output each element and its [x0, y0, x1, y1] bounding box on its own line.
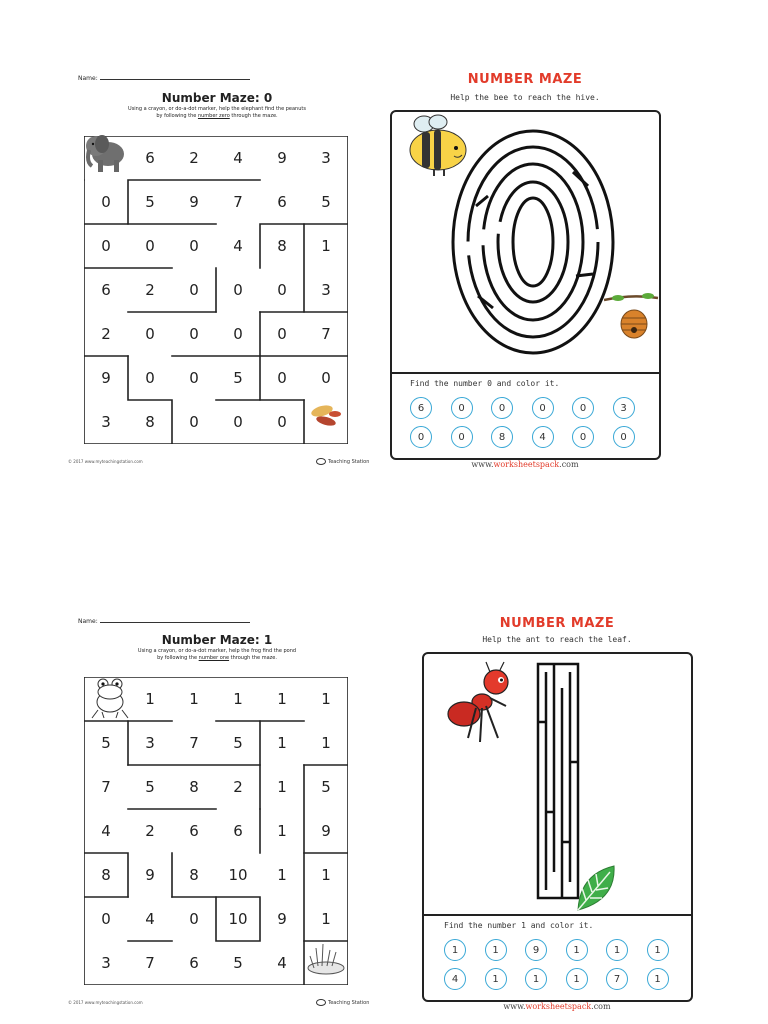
number-circle[interactable]: 0 [613, 426, 635, 448]
maze-cell[interactable]: 2 [189, 149, 199, 167]
number-circle[interactable]: 1 [444, 939, 466, 961]
maze-cell[interactable]: 8 [101, 866, 111, 884]
maze-cell[interactable]: 0 [189, 325, 199, 343]
maze-cell[interactable]: 6 [277, 193, 287, 211]
number-circle[interactable]: 1 [606, 939, 628, 961]
number-circle[interactable]: 1 [647, 939, 669, 961]
maze-cell[interactable]: 8 [189, 778, 199, 796]
website-url: www.worksheetspack.com [471, 460, 579, 469]
maze-cell[interactable]: 3 [101, 954, 111, 972]
maze-cell[interactable]: 1 [321, 734, 331, 752]
name-label: Name: [78, 618, 98, 625]
brand-logo: Teaching Station [316, 999, 369, 1006]
panel-subtitle: Help the ant to reach the leaf. [482, 635, 632, 644]
maze-cell[interactable]: 0 [277, 413, 287, 431]
copyright-text: © 2017 www.myteachingstation.com [68, 1000, 143, 1005]
number-circle[interactable]: 6 [410, 397, 432, 419]
maze-cell[interactable]: 8 [145, 413, 155, 431]
maze-cell[interactable]: 7 [145, 954, 155, 972]
number-circle[interactable]: 0 [532, 397, 554, 419]
maze-instructions [84, 106, 350, 120]
find-instruction: Find the number 0 and color it. [410, 379, 560, 388]
name-field[interactable] [78, 618, 250, 625]
maze-cell[interactable]: 3 [101, 413, 111, 431]
maze-cell[interactable]: 1 [189, 690, 199, 708]
maze-cell[interactable]: 9 [101, 369, 111, 387]
number-circle[interactable]: 1 [647, 968, 669, 990]
maze-cell[interactable]: 2 [101, 325, 111, 343]
maze-cell[interactable]: 4 [101, 822, 111, 840]
maze-cell[interactable]: 4 [233, 237, 243, 255]
maze-grid [84, 136, 348, 444]
number-circle[interactable]: 7 [606, 968, 628, 990]
panel-divider [392, 372, 659, 374]
maze-cell[interactable]: 9 [277, 149, 287, 167]
maze-cell[interactable]: 2 [233, 778, 243, 796]
maze-cell[interactable]: 5 [233, 369, 243, 387]
maze-cell[interactable]: 4 [277, 954, 287, 972]
maze-cell[interactable]: 0 [189, 413, 199, 431]
maze-cell[interactable]: 7 [321, 325, 331, 343]
maze-cell[interactable]: 1 [277, 690, 287, 708]
maze-cell[interactable]: 0 [101, 237, 111, 255]
maze-cell[interactable]: 6 [189, 822, 199, 840]
maze-cell[interactable]: 6 [189, 954, 199, 972]
panel-subtitle: Help the bee to reach the hive. [450, 93, 600, 102]
maze-cell[interactable]: 0 [277, 281, 287, 299]
maze-cell[interactable]: 2 [145, 822, 155, 840]
number-circle[interactable]: 1 [525, 968, 547, 990]
maze-cell[interactable]: 0 [189, 910, 199, 928]
frog-icon [88, 672, 132, 724]
maze-cell[interactable]: 0 [145, 369, 155, 387]
find-instruction: Find the number 1 and color it. [444, 921, 594, 930]
number-circle[interactable]: 1 [485, 968, 507, 990]
maze-cell[interactable]: 1 [277, 866, 287, 884]
name-field[interactable] [78, 75, 250, 82]
panel-title: NUMBER MAZE [499, 616, 615, 631]
maze-cell[interactable]: 0 [277, 369, 287, 387]
number-circle[interactable]: 0 [491, 397, 513, 419]
maze-cell[interactable]: 6 [101, 281, 111, 299]
maze-cell[interactable]: 4 [233, 149, 243, 167]
maze-cell[interactable]: 2 [145, 281, 155, 299]
maze-cell[interactable]: 3 [321, 149, 331, 167]
brand-icon [316, 999, 326, 1006]
website-url: www.worksheetspack.com [503, 1002, 611, 1011]
number-circle[interactable]: 1 [485, 939, 507, 961]
maze-cell[interactable]: 0 [189, 281, 199, 299]
number-circle[interactable]: 0 [572, 397, 594, 419]
maze-cell[interactable]: 5 [233, 734, 243, 752]
number-circle[interactable]: 8 [491, 426, 513, 448]
instruction-line-1: Using a crayon, or do-a-dot marker, help the elephant find the peanuts [128, 106, 306, 112]
instruction-line-1: Using a crayon, or do-a-dot marker, help the frog find the pond [137, 648, 297, 654]
number-circle[interactable]: 9 [525, 939, 547, 961]
leaf-icon [574, 864, 618, 916]
brand-icon [316, 458, 326, 465]
maze-cell[interactable]: 0 [145, 325, 155, 343]
maze-cell[interactable]: 1 [321, 910, 331, 928]
maze-cell[interactable]: 0 [233, 325, 243, 343]
maze-cell[interactable]: 0 [101, 910, 111, 928]
maze-cell[interactable]: 0 [101, 193, 111, 211]
maze-cell[interactable]: 7 [189, 734, 199, 752]
bee-icon [398, 114, 470, 184]
number-circle[interactable]: 1 [566, 939, 588, 961]
name-label: Name: [78, 75, 98, 82]
maze-cell[interactable]: 1 [321, 866, 331, 884]
maze-cell[interactable]: 3 [145, 734, 155, 752]
maze-cell[interactable]: 5 [233, 954, 243, 972]
maze-cell[interactable]: 1 [277, 778, 287, 796]
maze-cell[interactable]: 1 [321, 690, 331, 708]
maze-cell[interactable]: 7 [233, 193, 243, 211]
maze-cell[interactable]: 1 [277, 734, 287, 752]
zero-shaped-maze [448, 126, 618, 362]
maze-cell[interactable]: 0 [189, 237, 199, 255]
maze-cell[interactable]: 8 [277, 237, 287, 255]
ant-icon [446, 660, 518, 756]
maze-cell[interactable]: 9 [321, 822, 331, 840]
beehive-icon [604, 292, 660, 346]
maze-cell[interactable]: 1 [233, 690, 243, 708]
panel-divider [424, 914, 691, 916]
number-circle[interactable]: 0 [410, 426, 432, 448]
maze-cell[interactable]: 7 [101, 778, 111, 796]
maze-cell[interactable]: 5 [145, 193, 155, 211]
maze-cell[interactable]: 0 [233, 413, 243, 431]
maze-cell[interactable]: 6 [233, 822, 243, 840]
number-circle[interactable]: 0 [451, 426, 473, 448]
maze-cell[interactable]: 5 [321, 193, 331, 211]
maze-cell[interactable]: 4 [145, 910, 155, 928]
maze-cell[interactable]: 0 [145, 237, 155, 255]
elephant-icon [84, 128, 128, 180]
maze-cell[interactable]: 0 [233, 281, 243, 299]
peanuts-icon [308, 402, 344, 434]
instruction-line-2: by following the number zero through the maze. [156, 113, 278, 119]
maze-cell[interactable]: 6 [145, 149, 155, 167]
number-circle[interactable]: 4 [532, 426, 554, 448]
maze-cell[interactable]: 9 [277, 910, 287, 928]
number-circle[interactable]: 3 [613, 397, 635, 419]
number-circle[interactable]: 1 [566, 968, 588, 990]
number-circle[interactable]: 0 [451, 397, 473, 419]
maze-cell[interactable]: 8 [189, 866, 199, 884]
number-circle[interactable]: 0 [572, 426, 594, 448]
pond-icon [306, 942, 346, 980]
maze-cell[interactable]: 9 [189, 193, 199, 211]
panel-title: NUMBER MAZE [467, 72, 583, 87]
maze-cell[interactable]: 10 [228, 910, 248, 928]
maze-cell[interactable]: 1 [145, 690, 155, 708]
maze-cell[interactable]: 5 [321, 778, 331, 796]
maze-cell[interactable]: 0 [321, 369, 331, 387]
copyright-text: © 2017 www.myteachingstation.com [68, 459, 143, 464]
maze-cell[interactable]: 3 [321, 281, 331, 299]
maze-cell[interactable]: 9 [145, 866, 155, 884]
maze-cell[interactable]: 1 [321, 237, 331, 255]
maze-title: Number Maze: 1 [161, 633, 273, 647]
maze-cell[interactable]: 10 [228, 866, 248, 884]
maze-instructions [84, 648, 350, 662]
maze-cell[interactable]: 0 [277, 325, 287, 343]
maze-cell[interactable]: 5 [145, 778, 155, 796]
maze-title: Number Maze: 0 [161, 91, 273, 105]
maze-cell[interactable]: 5 [101, 734, 111, 752]
maze-cell[interactable]: 0 [189, 369, 199, 387]
instruction-line-2: by following the number one through the maze. [157, 655, 277, 661]
maze-cell[interactable]: 1 [277, 822, 287, 840]
brand-logo: Teaching Station [316, 458, 369, 465]
number-circle[interactable]: 4 [444, 968, 466, 990]
